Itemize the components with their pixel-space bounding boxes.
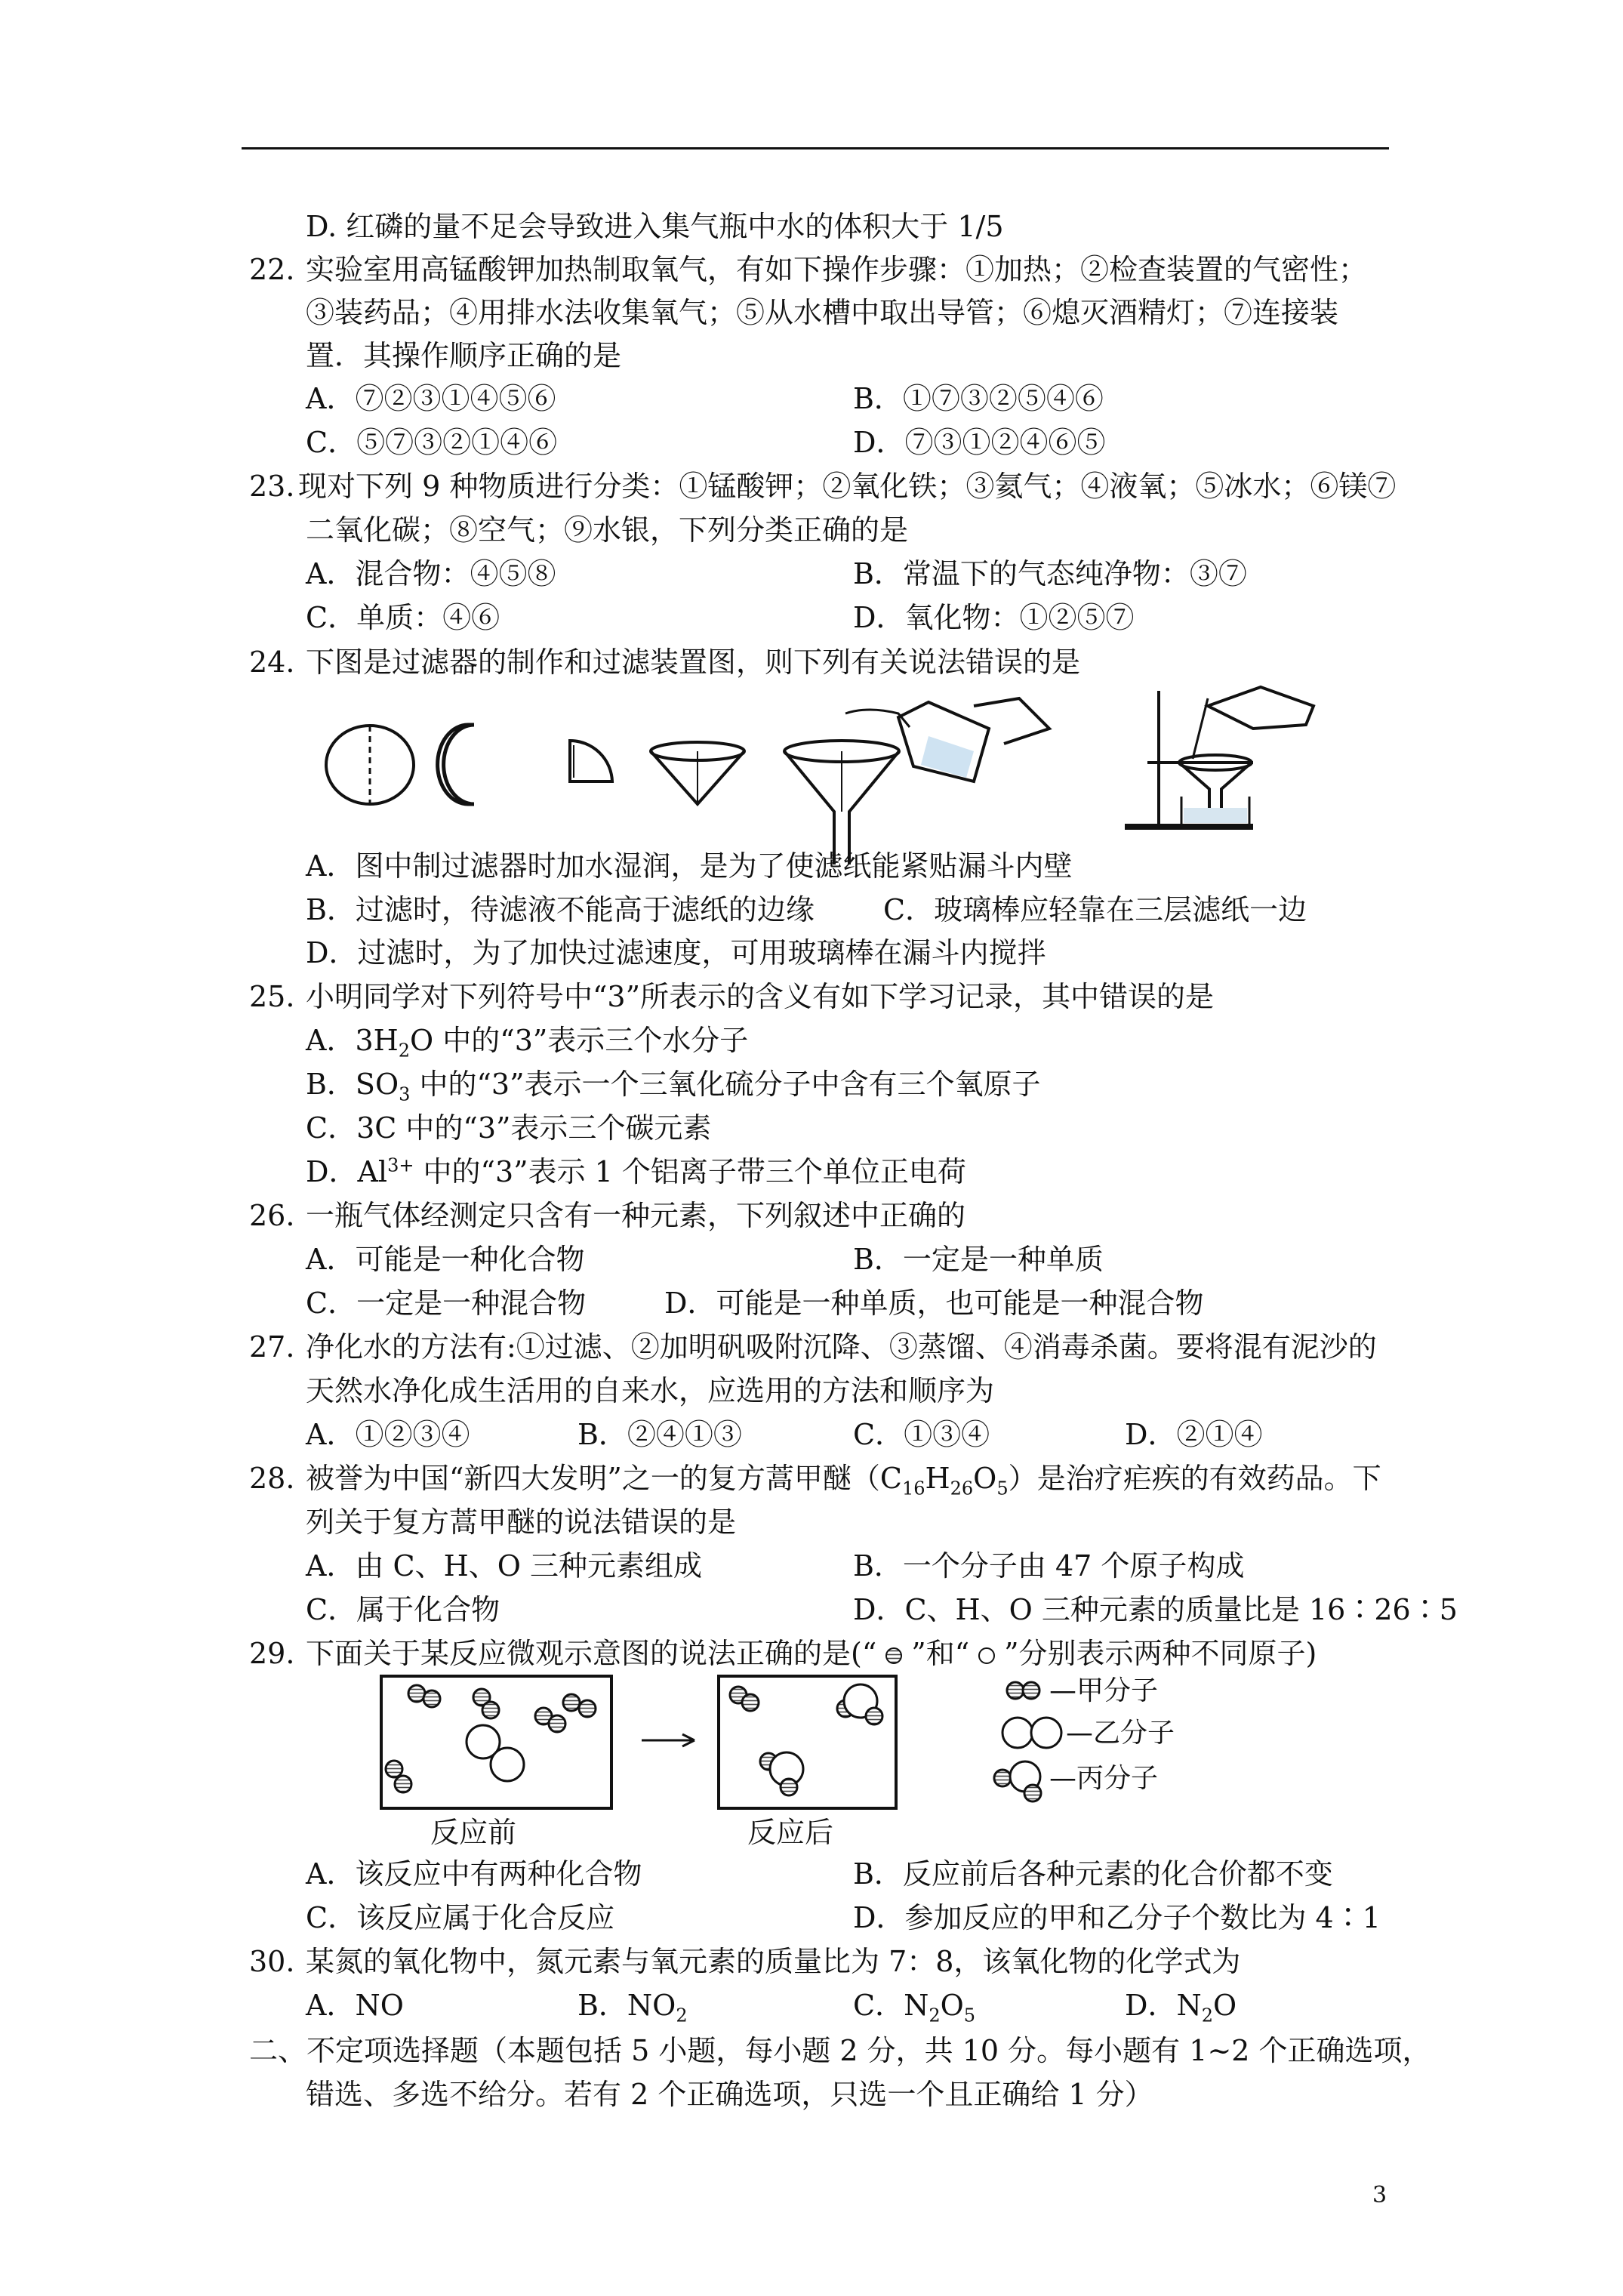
legend-bing: —丙分子: [1049, 1763, 1159, 1794]
q22-stem-1: 实验室用高锰酸钾加热制取氧气，有如下操作步骤：①加热；②检查装置的气密性；: [306, 253, 1368, 286]
q22-number: 22.: [249, 253, 295, 286]
q29-option-d: D．参加反应的甲和乙分子个数比为 4∶1: [853, 1901, 1381, 1934]
q25-option-a: A．$3H_2O$ 中的“3”表示三个水分子: [306, 1024, 749, 1062]
q25-stem: 小明同学对下列符号中“3”所表示的含义有如下学习记录，其中错误的是: [306, 980, 1215, 1013]
label-before: 反应前: [430, 1816, 517, 1849]
section2-heading-1: 二、不定项选择题（本题包括 5 小题，每小题 2 分，共 10 分。每小题有 1~2 个正确选项，: [249, 2034, 1431, 2067]
q23-option-d: D．氧化物：①②⑤⑦: [853, 601, 1135, 634]
q23-stem-2: 二氧化碳；⑧空气；⑨水银，下列分类正确的是: [306, 513, 909, 547]
q29-number: 29.: [249, 1637, 295, 1670]
q27-stem-2: 天然水净化成生活用的自来水，应选用的方法和顺序为: [306, 1374, 995, 1407]
q25-number: 25.: [249, 980, 295, 1013]
q29-option-c: C．该反应属于化合反应: [306, 1901, 615, 1934]
page-number: 3: [1372, 2182, 1387, 2208]
q25-option-c: C．3C 中的“3”表示三个碳元素: [306, 1111, 712, 1145]
q30-option-d: D．$N_2O$: [1125, 1989, 1237, 2026]
q28-stem-2: 列关于复方蒿甲醚的说法错误的是: [306, 1505, 737, 1539]
q27-option-b: B．②④①③: [577, 1418, 742, 1451]
q24-option-d: D．过滤时，为了加快过滤速度，可用玻璃棒在漏斗内搅拌: [306, 936, 1046, 969]
q24-stem: 下图是过滤器的制作和过滤装置图，则下列有关说法错误的是: [306, 646, 1081, 679]
q29-stem: 下面关于某反应微观示意图的说法正确的是(“ ”和“ ”分别表示两种不同原子): [306, 1637, 1317, 1670]
q23-option-b: B．常温下的气态纯净物：③⑦: [853, 557, 1247, 590]
filter-figure: [325, 683, 1321, 831]
q28-option-b: B．一个分子由 47 个原子构成: [853, 1549, 1245, 1583]
q29-option-a: A．该反应中有两种化合物: [306, 1857, 642, 1891]
q23-stem-1: 现对下列 9 种物质进行分类：①锰酸钾；②氧化铁；③氦气；④液氧；⑤冰水；⑥镁⑦: [298, 470, 1397, 503]
reaction-diagram: [377, 1672, 1283, 1849]
q22-option-b: B．①⑦③②⑤④⑥: [853, 382, 1104, 415]
q26-option-b: B．一定是一种单质: [853, 1243, 1104, 1276]
q22-option-a: A．⑦②③①④⑤⑥: [306, 382, 556, 415]
header-rule: [242, 147, 1389, 149]
q30-option-a: A．NO: [306, 1989, 404, 2022]
q26-number: 26.: [249, 1199, 295, 1232]
q28-number: 28.: [249, 1462, 295, 1495]
legend-jia: —甲分子: [1049, 1675, 1159, 1706]
q28-option-c: C．属于化合物: [306, 1593, 500, 1626]
q28-option-d: D．C、H、O 三种元素的质量比是 16∶26∶5: [853, 1593, 1458, 1626]
q22-stem-3: 置．其操作顺序正确的是: [306, 339, 622, 372]
q28-stem-1: 被誉为中国“新四大发明”之一的复方蒿甲醚$(C_{16}H_{26}O_5)$是治疗疟疾的有效药品。下: [306, 1462, 1381, 1499]
q22-option-d: D．⑦③①②④⑥⑤: [853, 426, 1106, 459]
q24-number: 24.: [249, 646, 295, 679]
q29-option-b: B．反应前后各种元素的化合价都不变: [853, 1857, 1333, 1891]
q26-stem: 一瓶气体经测定只含有一种元素，下列叙述中正确的: [306, 1199, 966, 1232]
section2-heading-2: 错选、多选不给分。若有 2 个正确选项，只选一个且正确给 1 分）: [306, 2078, 1153, 2111]
q30-option-c: C．$N_2O_5$: [853, 1989, 976, 2026]
white-atom-icon: [969, 1640, 1004, 1661]
q27-option-a: A．①②③④: [306, 1418, 470, 1451]
q27-stem-1: 净化水的方法有:①过滤、②加明矾吸附沉降、③蒸馏、④消毒杀菌。要将混有泥沙的: [306, 1330, 1377, 1364]
hatched-atom-icon: [876, 1640, 911, 1661]
legend-yi: —乙分子: [1066, 1718, 1175, 1749]
q25-option-d: D．$Al^{3+}$ 中的“3”表示 1 个铝离子带三个单位正电荷: [306, 1154, 966, 1188]
q30-stem: 某氮的氧化物中，氮元素与氧元素的质量比为 7：8，该氧化物的化学式为: [306, 1945, 1241, 1978]
q22-option-c: C．⑤⑦③②①④⑥: [306, 426, 558, 459]
q30-number: 30.: [249, 1945, 295, 1978]
q22-stem-2: ③装药品；④用排水法收集氧气；⑤从水槽中取出导管；⑥熄灭酒精灯；⑦连接装: [306, 296, 1339, 329]
q26-option-d: D．可能是一种单质，也可能是一种混合物: [664, 1287, 1204, 1320]
q24-option-a: A．图中制过滤器时加水湿润，是为了使滤纸能紧贴漏斗内壁: [306, 849, 1073, 883]
q24-option-c: C．玻璃棒应轻靠在三层滤纸一边: [883, 893, 1307, 926]
q23-option-a: A．混合物：④⑤⑧: [306, 557, 556, 590]
q24-option-b: B．过滤时，待滤液不能高于滤纸的边缘: [306, 893, 815, 926]
q23-option-c: C．单质：④⑥: [306, 601, 500, 634]
q26-option-a: A．可能是一种化合物: [306, 1243, 585, 1276]
q26-option-c: C．一定是一种混合物: [306, 1287, 587, 1320]
q28-option-a: A．由 C、H、O 三种元素组成: [306, 1549, 702, 1583]
q25-option-b: B．$SO_3$ 中的“3”表示一个三氧化硫分子中含有三个氧原子: [306, 1068, 1041, 1105]
q21-option-d: D. 红磷的量不足会导致进入集气瓶中水的体积大于 1/5: [306, 210, 1004, 243]
q27-number: 27.: [249, 1330, 295, 1364]
label-after: 反应后: [747, 1816, 834, 1849]
q27-option-d: D．②①④: [1125, 1418, 1263, 1451]
q27-option-c: C．①③④: [853, 1418, 990, 1451]
q23-number: 23.: [249, 470, 295, 503]
q30-option-b: B．$NO_2$: [577, 1989, 688, 2026]
